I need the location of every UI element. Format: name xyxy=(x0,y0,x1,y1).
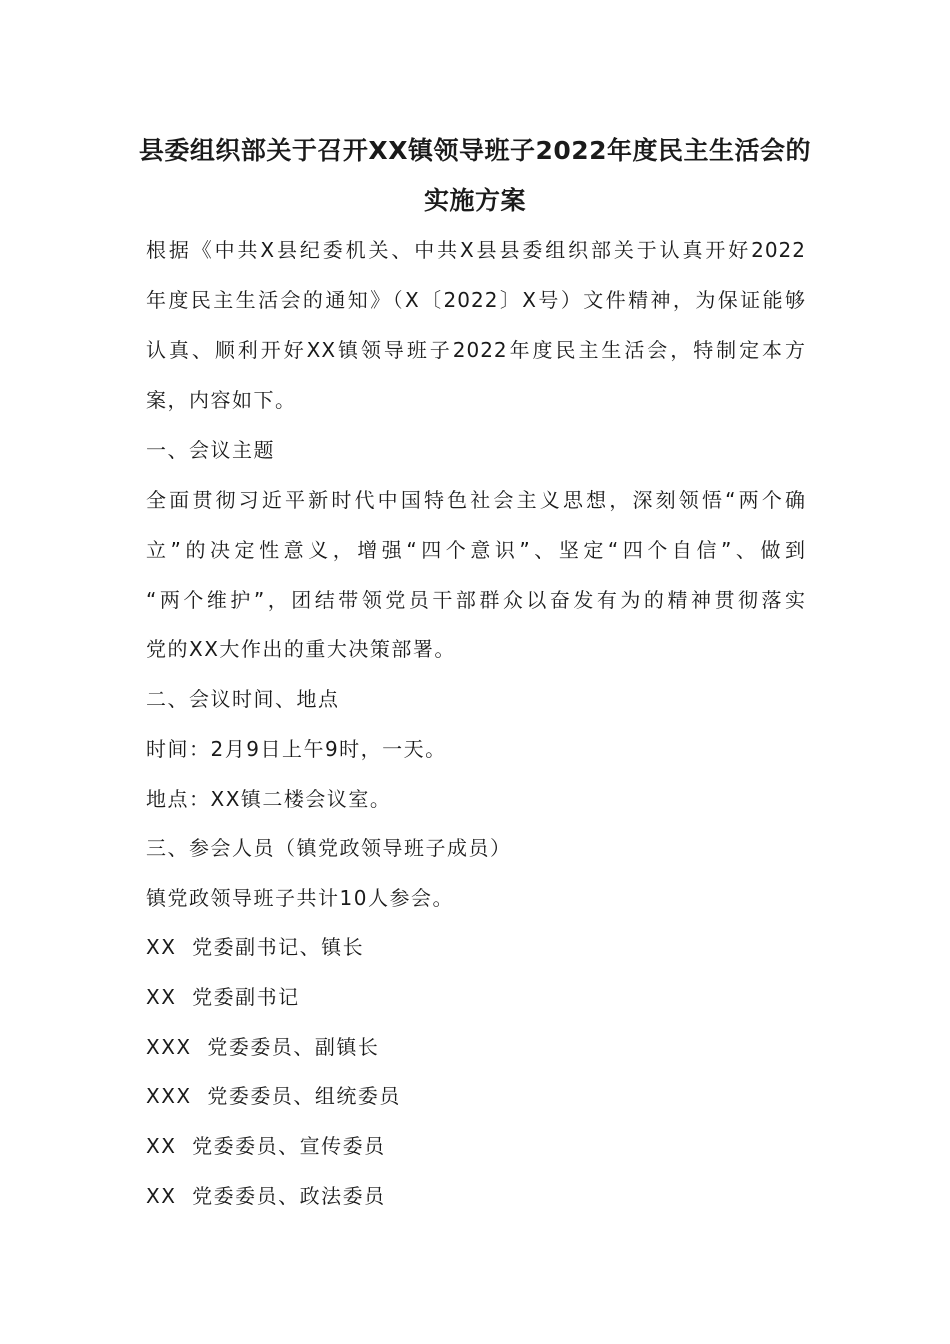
section-2-heading: 二、会议时间、地点 xyxy=(146,687,340,711)
member-item: XXX 党委委员、组统委员 xyxy=(146,1084,401,1108)
intro-line-3: 认真、顺利开好XX镇领导班子2022年度民主生活会，特制定本方 xyxy=(146,338,806,362)
section-1-line-2: 立”的决定性意义，增强“四个意识”、坚定“四个自信”、做到 xyxy=(146,538,806,562)
section-1-line-1: 全面贯彻习近平新时代中国特色社会主义思想，深刻领悟“两个确 xyxy=(146,488,806,512)
intro-line-2: 年度民主生活会的通知》（X〔2022〕X号）文件精神，为保证能够 xyxy=(146,288,806,312)
meeting-time: 时间：2月9日上午9时，一天。 xyxy=(146,737,447,761)
document-title-line-2: 实施方案 xyxy=(423,186,526,215)
member-item: XX 党委委员、政法委员 xyxy=(146,1184,386,1208)
participant-total: 镇党政领导班子共计10人参会。 xyxy=(146,886,454,910)
section-3-heading: 三、参会人员（镇党政领导班子成员） xyxy=(146,836,512,860)
member-item: XX 党委副书记 xyxy=(146,985,300,1009)
section-1-heading: 一、会议主题 xyxy=(146,438,275,462)
section-1-line-4: 党的XX大作出的重大决策部署。 xyxy=(146,637,456,661)
intro-line-4: 案，内容如下。 xyxy=(146,388,297,412)
member-item: XX 党委委员、宣传委员 xyxy=(146,1134,386,1158)
meeting-place: 地点：XX镇二楼会议室。 xyxy=(146,787,392,811)
member-item: XX 党委副书记、镇长 xyxy=(146,935,365,959)
member-item: XXX 党委委员、副镇长 xyxy=(146,1035,380,1059)
section-1-line-3: “两个维护”，团结带领党员干部群众以奋发有为的精神贯彻落实 xyxy=(146,588,806,612)
intro-line-1: 根据《中共X县纪委机关、中共X县县委组织部关于认真开好2022 xyxy=(146,238,806,262)
document-title-line-1: 县委组织部关于召开XX镇领导班子2022年度民主生活会的 xyxy=(138,136,812,165)
